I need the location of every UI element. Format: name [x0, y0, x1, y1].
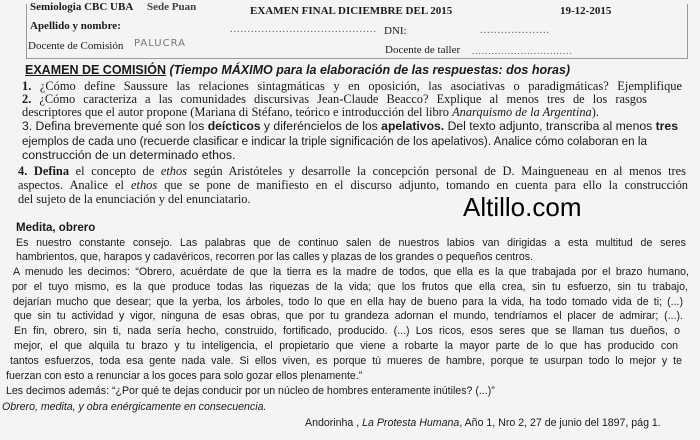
- text-segment: ejemplos de cada uno (recuerde clasificar e indicar la triple significación de los apelativos). Analice cómo colaboran en la: [22, 134, 648, 148]
- section-title: EXAMEN DE COMISIÓN: [25, 63, 166, 77]
- text-segment: A menudo les decimos: “Obrero, acuérdate de que la tierra es la madre de todos, que ella es la que trabajada por el brazo humano,: [13, 266, 689, 278]
- question-line: [18, 193, 251, 206]
- section-heading: [25, 63, 570, 78]
- text-line: [10, 355, 682, 367]
- text-segment: que se pone de manifiesto en el discurso adjunto, tomando en cuenta para ello la construcción: [157, 178, 688, 192]
- text-segment: La Protesta Humana: [362, 417, 460, 429]
- text-segment: Les decimos además: “¿Por qué te dejas conducir por un núcleo de hombres enteramente inútiles? (...)”: [6, 385, 495, 397]
- question-line: [18, 165, 686, 178]
- text-line: [14, 340, 678, 352]
- text-segment: Anarquismo de la Argentina: [452, 105, 592, 119]
- text-title: Medita, obrero: [16, 222, 96, 234]
- text-segment: ethos: [131, 178, 158, 192]
- docente-comision-label: Docente de Comisión: [28, 40, 124, 52]
- name-field[interactable]: ..........................................: [230, 24, 377, 35]
- text-segment: por el tuyo mismo, es la que produce todas las riquezas de la vida; que los frutos que ella crea, sin tu esfuerzo, sin tu trabajo,: [12, 281, 688, 293]
- text-segment: según Aristóteles y desarrolle la concepción personal de D. Maingueneau en al menos tres: [187, 164, 686, 178]
- text-segment: Andorinha ,: [305, 417, 363, 429]
- text-segment: ).: [591, 105, 599, 119]
- text-line: [14, 310, 683, 322]
- text-segment: construcción de un determinado ethos.: [22, 148, 236, 162]
- text-segment: apelativos.: [381, 119, 445, 133]
- text-segment: ethos: [160, 164, 187, 178]
- text-segment: Del texto adjunto, transcriba al menos: [444, 119, 656, 133]
- text-segment: ¿Cómo caracteriza a las comunidades discursivas Jean-Claude Beacco? Explique al menos tres de los rasgos: [31, 92, 647, 106]
- text-line: [13, 266, 689, 278]
- text-segment: 2.: [22, 92, 32, 106]
- text-segment: fuerzan con esto a renunciar a los goces para solo gozar ellos plenamente.”: [6, 370, 363, 382]
- text-line: [16, 251, 533, 263]
- text-segment: Obrero, medita, y obra enérgicamente en consecuencia.: [2, 401, 267, 413]
- text-segment: y diferéncielos de los: [260, 119, 382, 133]
- text-segment: el concepto de: [69, 164, 161, 178]
- text-segment: 4. Defina: [18, 164, 70, 178]
- text-segment: ¿Cómo define Saussure las relaciones sintagmáticas y en oposición, las asociativas o paradigmáticas? Ejemplifique: [31, 79, 682, 93]
- question-line: [22, 135, 647, 148]
- text-segment: que sin tu actividad y vigor, ninguna de esas obras, que por tu grandeza adornan el mundo, tendríamos el placer de admirar; (...).: [14, 310, 683, 322]
- text-line: [6, 370, 362, 382]
- question-line: [22, 106, 599, 119]
- site-name: Sede Puan: [147, 1, 197, 13]
- text-line: [2, 401, 266, 413]
- dni-label: DNI:: [384, 25, 407, 37]
- text-segment: mejor, el que alquila tu brazo y tu inteligencia, el propietario que viene a robarte la mayor parte de lo que has producido con: [14, 340, 678, 352]
- text-segment: 3. Defina brevemente qué son los: [22, 119, 208, 133]
- text-segment: deícticos: [207, 119, 261, 133]
- docente-taller-field[interactable]: ...............................: [472, 46, 573, 56]
- text-segment: descriptores que el autor propone (Mariana di Stéfano, teórico e introducción del libro: [22, 105, 453, 119]
- name-label: Apellido y nombre:: [30, 20, 121, 32]
- text-segment: hambrientos, que, harapos y cadavéricos, recorren por las calles y plazas de los grandes o pequeños centros.: [16, 251, 534, 263]
- watermark: Altillo.com: [463, 192, 582, 222]
- text-line: [13, 296, 683, 308]
- exam-date: 19-12-2015: [560, 5, 612, 17]
- docente-comision-handwritten: PALUCRA: [134, 38, 186, 49]
- text-segment: En fin, obrero, sin ti, nada sería hecho, construido, fortificado, producido. (...) Los ricos, esos seres que se llaman tus dueños, o: [14, 325, 680, 337]
- question-line: [22, 149, 236, 162]
- text-segment: tantos esfuerzos, toda esa gente nada vale. Si ellos viven, es porque tú mueres de hambre, porque te usurpan todo lo mejor y te: [10, 355, 682, 367]
- text-line: [12, 281, 688, 293]
- exam-title: EXAMEN FINAL DICIEMBRE DEL 2015: [250, 5, 453, 17]
- text-segment: 1.: [22, 79, 32, 93]
- text-segment: tres: [655, 119, 678, 133]
- text-line: [16, 237, 686, 249]
- dni-field[interactable]: ....................: [480, 25, 550, 36]
- docente-taller-label: Docente de taller: [385, 44, 461, 56]
- question-line: [18, 179, 688, 192]
- text-segment: Es nuestro constante consejo. Las palabras que de continuo salen de nuestros labios van dirigidas a esta multitud de seres: [16, 237, 686, 249]
- text-line: [6, 385, 495, 397]
- text-segment: , Año 1, Nro 2, 27 de junio del 1897, pág 1.: [459, 417, 661, 429]
- citation: [305, 417, 661, 429]
- text-line: [14, 325, 680, 337]
- question-line: [22, 120, 678, 133]
- text-segment: dejarían mucho que desear; que la yerba, los árboles, todo lo que en ella hay de bueno para la vida, ha todo tomado vida de ti; (...): [13, 296, 683, 308]
- course-name: Semiologia CBC UBA: [30, 1, 134, 13]
- text-segment: del sujeto de la enunciación y del enunciatario.: [18, 192, 251, 206]
- section-subtitle: (Tiempo MÁXIMO para la elaboración de las respuestas: dos horas): [169, 63, 571, 77]
- text-segment: aspectos. Analice el: [18, 178, 132, 192]
